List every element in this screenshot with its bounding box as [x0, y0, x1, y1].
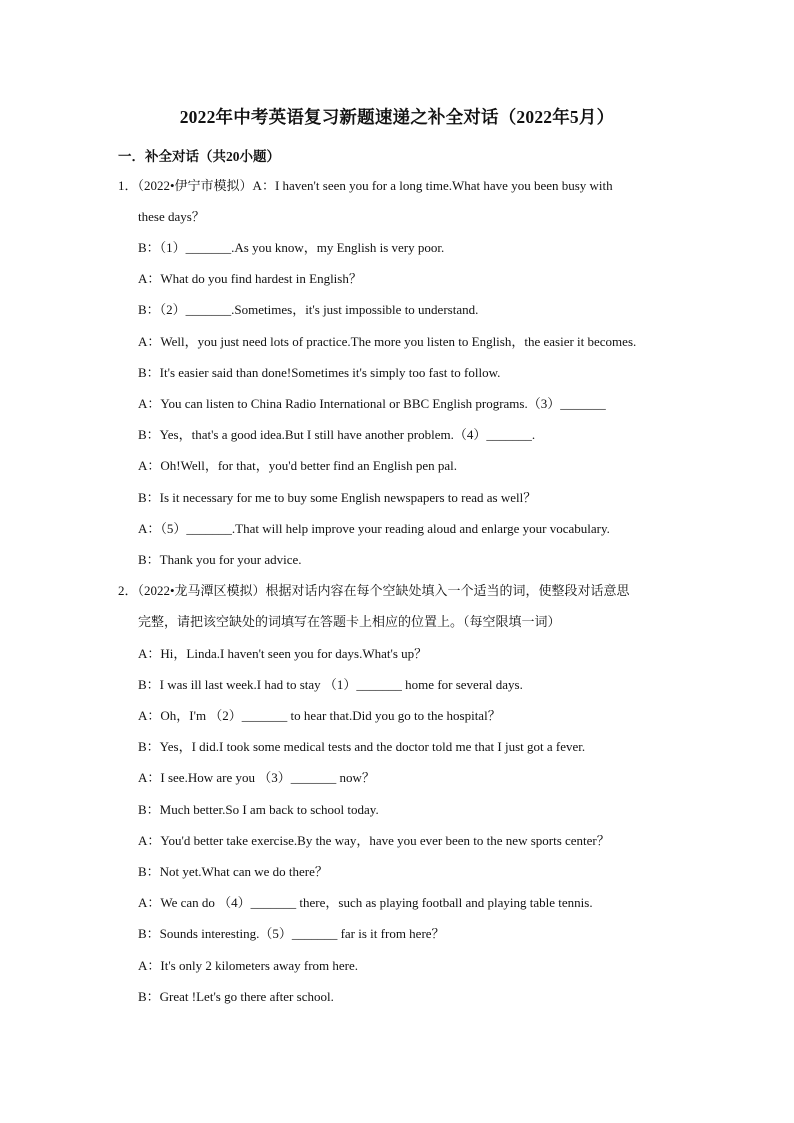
dialogue-line: A：It's only 2 kilometers away from here. [138, 958, 359, 973]
page-title: 2022年中考英语复习新题速递之补全对话（2022年5月） [179, 107, 615, 127]
dialogue-line: A：Oh!Well，for that，you'd better find an English pen pal. [138, 458, 458, 473]
dialogue-line: B：Not yet.What can we do there？ [138, 864, 328, 879]
dialogue-line: A：You can listen to China Radio International or BBC English programs.（3）_______ [138, 396, 606, 411]
section-heading: 一．补全对话（共20小题） [118, 149, 280, 164]
dialogue-line: B：（1）_______.As you know，my English is very poor. [138, 240, 445, 255]
q1-intro-cont: these days？ [138, 209, 205, 224]
dialogue-line: B：Yes，I did.I took some medical tests and the doctor told me that I just got a fever. [138, 739, 586, 754]
dialogue-line: B：Great !Let's go there after school. [138, 989, 334, 1004]
dialogue-line: B：（2）_______.Sometimes，it's just impossible to understand. [138, 302, 479, 317]
dialogue-line: B：It's easier said than done!Sometimes it's simply too fast to follow. [138, 365, 501, 380]
dialogue-line: B：I was ill last week.I had to stay （1）_______ home for several days. [138, 677, 523, 692]
q2-intro-cont: 完整，请把该空缺处的词填写在答题卡上相应的位置上。（每空限填一词） [138, 614, 561, 629]
dialogue-line: A：Well，you just need lots of practice.The more you listen to English，the easier it becomes. [138, 334, 637, 349]
dialogue-line: A：（5）_______.That will help improve your reading aloud and enlarge your vocabulary. [138, 521, 610, 536]
dialogue-line: A：I see.How are you （3）_______ now？ [138, 770, 375, 785]
dialogue-line: B：Much better.So I am back to school today. [138, 802, 379, 817]
dialogue-line: B：Sounds interesting.（5）_______ far is it from here？ [138, 926, 445, 941]
dialogue-line: A：Hi，Linda.I haven't seen you for days.What's up？ [138, 646, 428, 661]
dialogue-line: B：Yes，that's a good idea.But I still have another problem.（4）_______. [138, 427, 536, 442]
dialogue-line: A：You'd better take exercise.By the way，have you ever been to the new sports center？ [138, 833, 610, 848]
dialogue-line: B：Thank you for your advice. [138, 552, 302, 567]
dialogue-line: B：Is it necessary for me to buy some English newspapers to read as well？ [138, 490, 537, 505]
dialogue-line: A：What do you find hardest in English？ [138, 271, 362, 286]
dialogue-line: A：Oh，I'm （2）_______ to hear that.Did you go to the hospital？ [138, 708, 501, 723]
q2-intro: 2．（2022•龙马潭区模拟）根据对话内容在每个空缺处填入一个适当的词，使整段对话意思 [118, 583, 630, 598]
q1-intro: 1．（2022•伊宁市模拟）A：I haven't seen you for a long time.What have you been busy with [118, 178, 613, 193]
dialogue-line: A：We can do （4）_______ there，such as playing football and playing table tennis. [138, 895, 593, 910]
